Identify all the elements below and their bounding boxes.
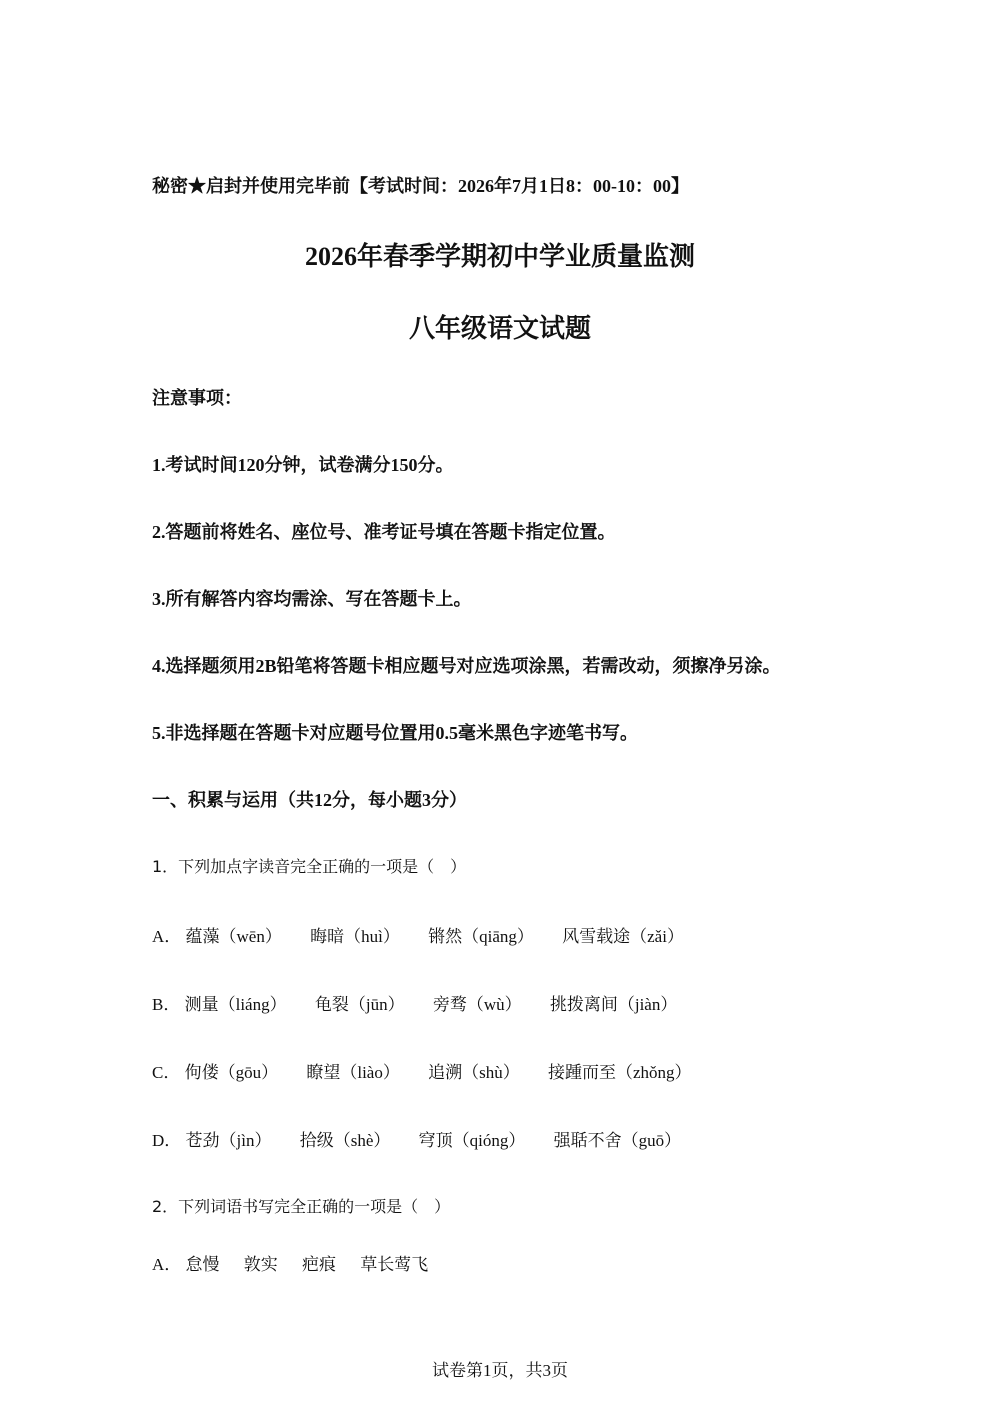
- question-1-stem: 1．下列加点字读音完全正确的一项是（ ）: [152, 857, 467, 876]
- option-word: 测量（liáng）: [184, 995, 287, 1014]
- notice-heading: 注意事项：: [152, 388, 242, 408]
- option-word: 草长莺飞: [360, 1255, 429, 1274]
- option-word: 锵然（qiāng）: [428, 927, 534, 946]
- option-word: 敦实: [243, 1255, 278, 1274]
- section-heading: 一、积累与运用（共12分，每小题3分）: [152, 790, 467, 810]
- q2-option-a: [152, 1250, 452, 1275]
- option-label: A．: [152, 1255, 182, 1274]
- notice-item: 5.非选择题在答题卡对应题号位置用0.5毫米黑色字迹笔书写。: [152, 723, 638, 743]
- q1-option-d: [152, 1126, 705, 1151]
- option-word: 拾级（shè）: [299, 1131, 391, 1150]
- option-word: 瞭望（liào）: [306, 1063, 400, 1082]
- option-word: 怠慢: [185, 1255, 220, 1274]
- option-word: 风雪载途（zǎi）: [562, 927, 684, 946]
- option-label: C．: [152, 1063, 181, 1082]
- option-word: 晦暗（huì）: [310, 927, 400, 946]
- q1-option-c: [152, 1058, 716, 1083]
- option-word: 佝偻（gōu）: [184, 1063, 279, 1082]
- option-word: 旁骛（wù）: [432, 995, 522, 1014]
- page-footer: 试卷第1页，共3页: [432, 1361, 568, 1380]
- notice-item: 2.答题前将姓名、座位号、准考证号填在答题卡指定位置。: [152, 522, 616, 542]
- notice-item: 4.选择题须用2B铅笔将答题卡相应题号对应选项涂黑，若需改动，须擦净另涂。: [152, 656, 781, 676]
- option-word: 追溯（shù）: [428, 1063, 520, 1082]
- option-word: 蕴藻（wēn）: [185, 927, 282, 946]
- option-word: 强聒不舍（guō）: [553, 1131, 682, 1150]
- exam-title: 2026年春季学期初中学业质量监测: [304, 242, 695, 271]
- option-label: A．: [152, 927, 182, 946]
- question-2-stem: 2．下列词语书写完全正确的一项是（ ）: [152, 1197, 451, 1216]
- notice-item: 1.考试时间120分钟，试卷满分150分。: [152, 455, 454, 475]
- option-label: D．: [152, 1131, 182, 1150]
- option-word: 苍劲（jìn）: [185, 1131, 272, 1150]
- option-word: 龟裂（jūn）: [314, 995, 405, 1014]
- q1-option-a: [152, 922, 708, 947]
- option-word: 疤痕: [302, 1255, 337, 1274]
- q1-option-b: [152, 990, 701, 1015]
- option-label: B．: [152, 995, 181, 1014]
- option-word: 挑拨离间（jiàn）: [549, 995, 678, 1014]
- confidential-header: 秘密★启封并使用完毕前【考试时间：2026年7月1日8：00-10：00】: [152, 176, 689, 196]
- option-word: 穹顶（qióng）: [418, 1131, 526, 1150]
- option-word: 接踵而至（zhǒng）: [547, 1063, 692, 1082]
- notice-item: 3.所有解答内容均需涂、写在答题卡上。: [152, 589, 472, 609]
- exam-subtitle: 八年级语文试题: [408, 314, 591, 343]
